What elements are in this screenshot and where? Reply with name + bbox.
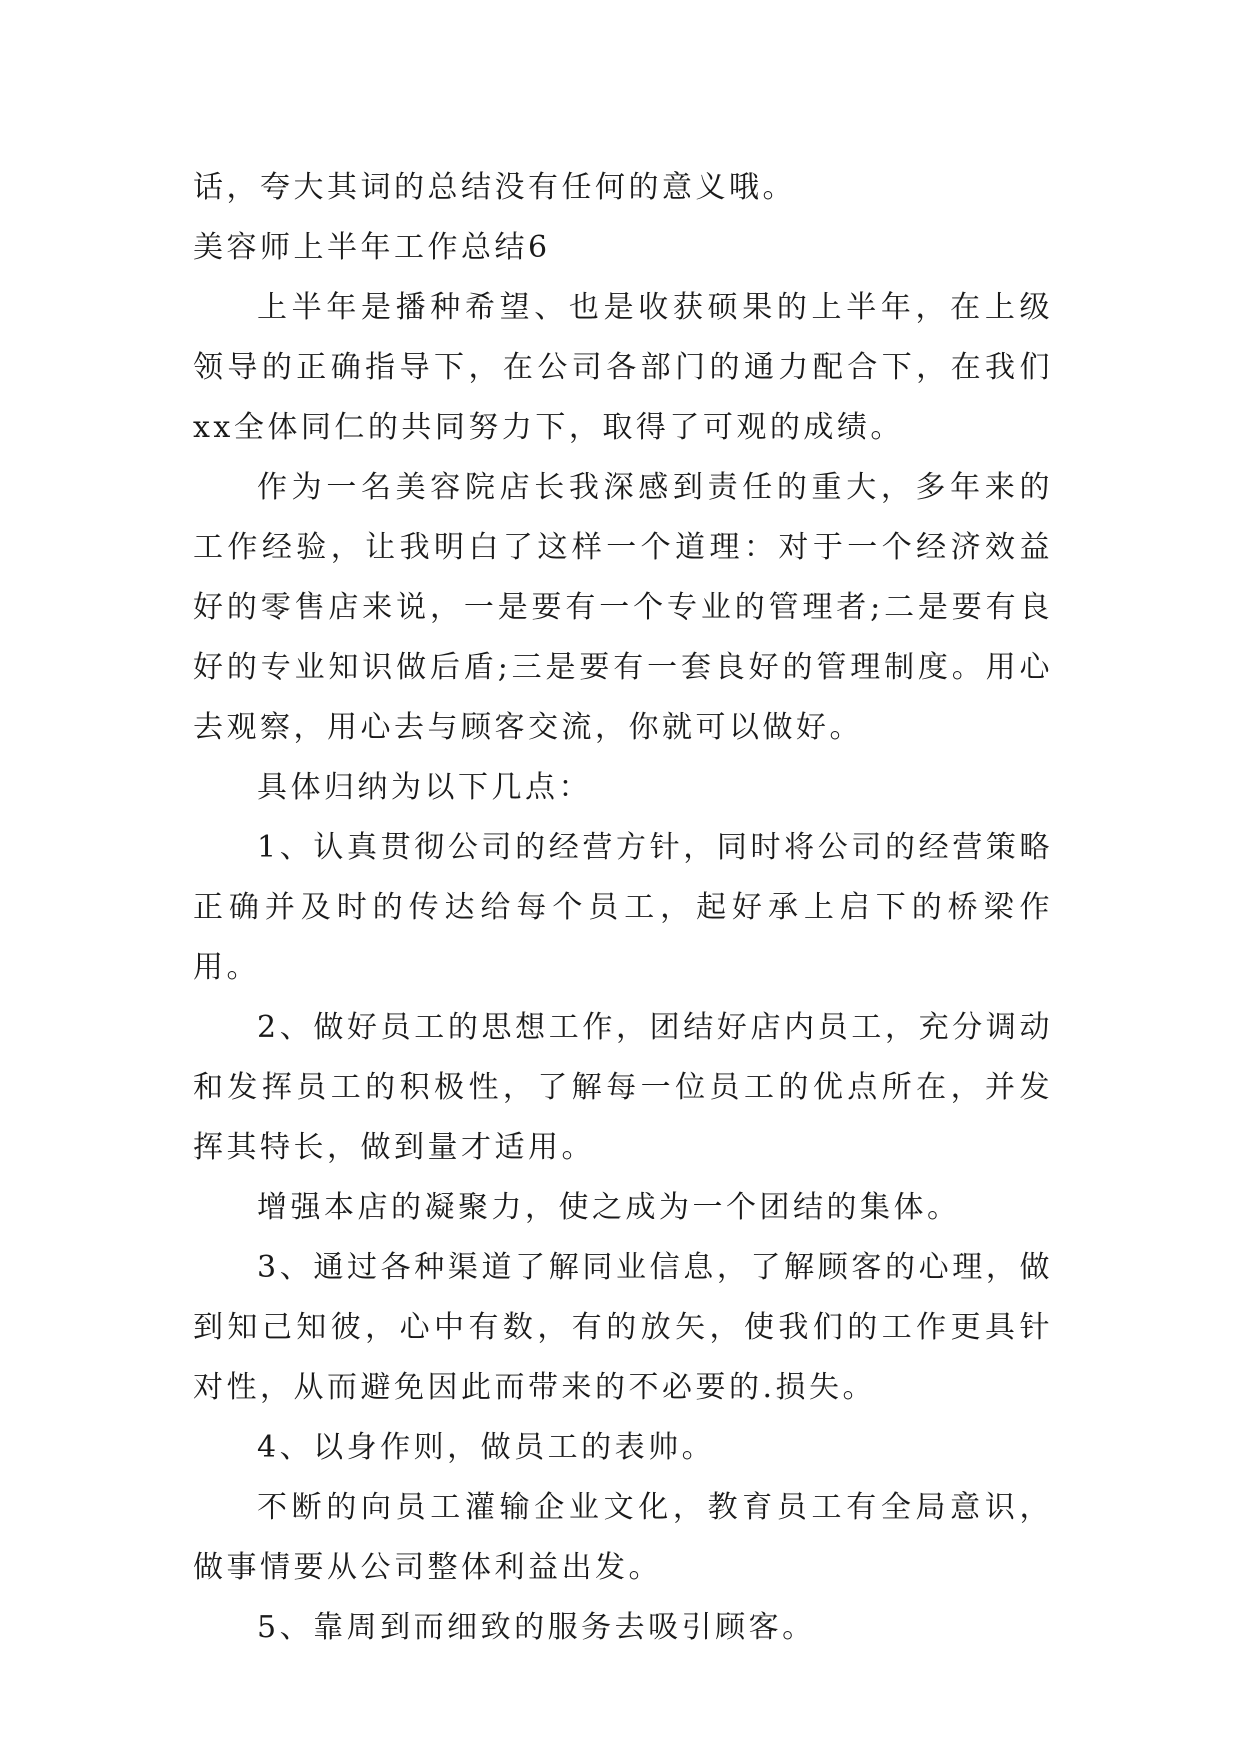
list-item-3: 3、通过各种渠道了解同业信息，了解顾客的心理，做到知己知彼，心中有数，有的放矢，使我们的工作更具针对性，从而避免因此而带来的不必要的.损失。 [193,1250,1053,1405]
list-item-5: 5、靠周到而细致的服务去吸引顾客。 [257,1610,816,1645]
paragraph-culture: 不断的向员工灌输企业文化，教育员工有全局意识，做事情要从公司整体利益出发。 [193,1490,1053,1585]
paragraph-cohesion: 增强本店的凝聚力，使之成为一个团结的集体。 [257,1190,961,1225]
document-body [193,158,1053,1658]
paragraph-intro: 上半年是播种希望、也是收获硕果的上半年，在上级领导的正确指导下，在公司各部门的通力配合下，在我们xx全体同仁的共同努力下，取得了可观的成绩。 [193,290,1053,445]
paragraph-continuation: 话，夸大其词的总结没有任何的意义哦。 [193,170,796,205]
list-item-1: 1、认真贯彻公司的经营方针，同时将公司的经营策略正确并及时的传达给每个员工，起好承上启下的桥梁作用。 [193,830,1053,985]
section-heading: 美容师上半年工作总结6 [193,230,551,265]
list-item-2: 2、做好员工的思想工作，团结好店内员工，充分调动和发挥员工的积极性，了解每一位员工的优点所在，并发挥其特长，做到量才适用。 [193,1010,1053,1165]
paragraph-experience: 作为一名美容院店长我深感到责任的重大，多年来的工作经验，让我明白了这样一个道理：对于一个经济效益好的零售店来说，一是要有一个专业的管理者;二是要有良好的专业知识做后盾;三是要有一套良好的管理制度。用心去观察，用心去与顾客交流，你就可以做好。 [193,470,1053,745]
list-item-4: 4、以身作则，做员工的表帅。 [257,1430,716,1465]
paragraph-summary-lead: 具体归纳为以下几点： [257,770,592,805]
